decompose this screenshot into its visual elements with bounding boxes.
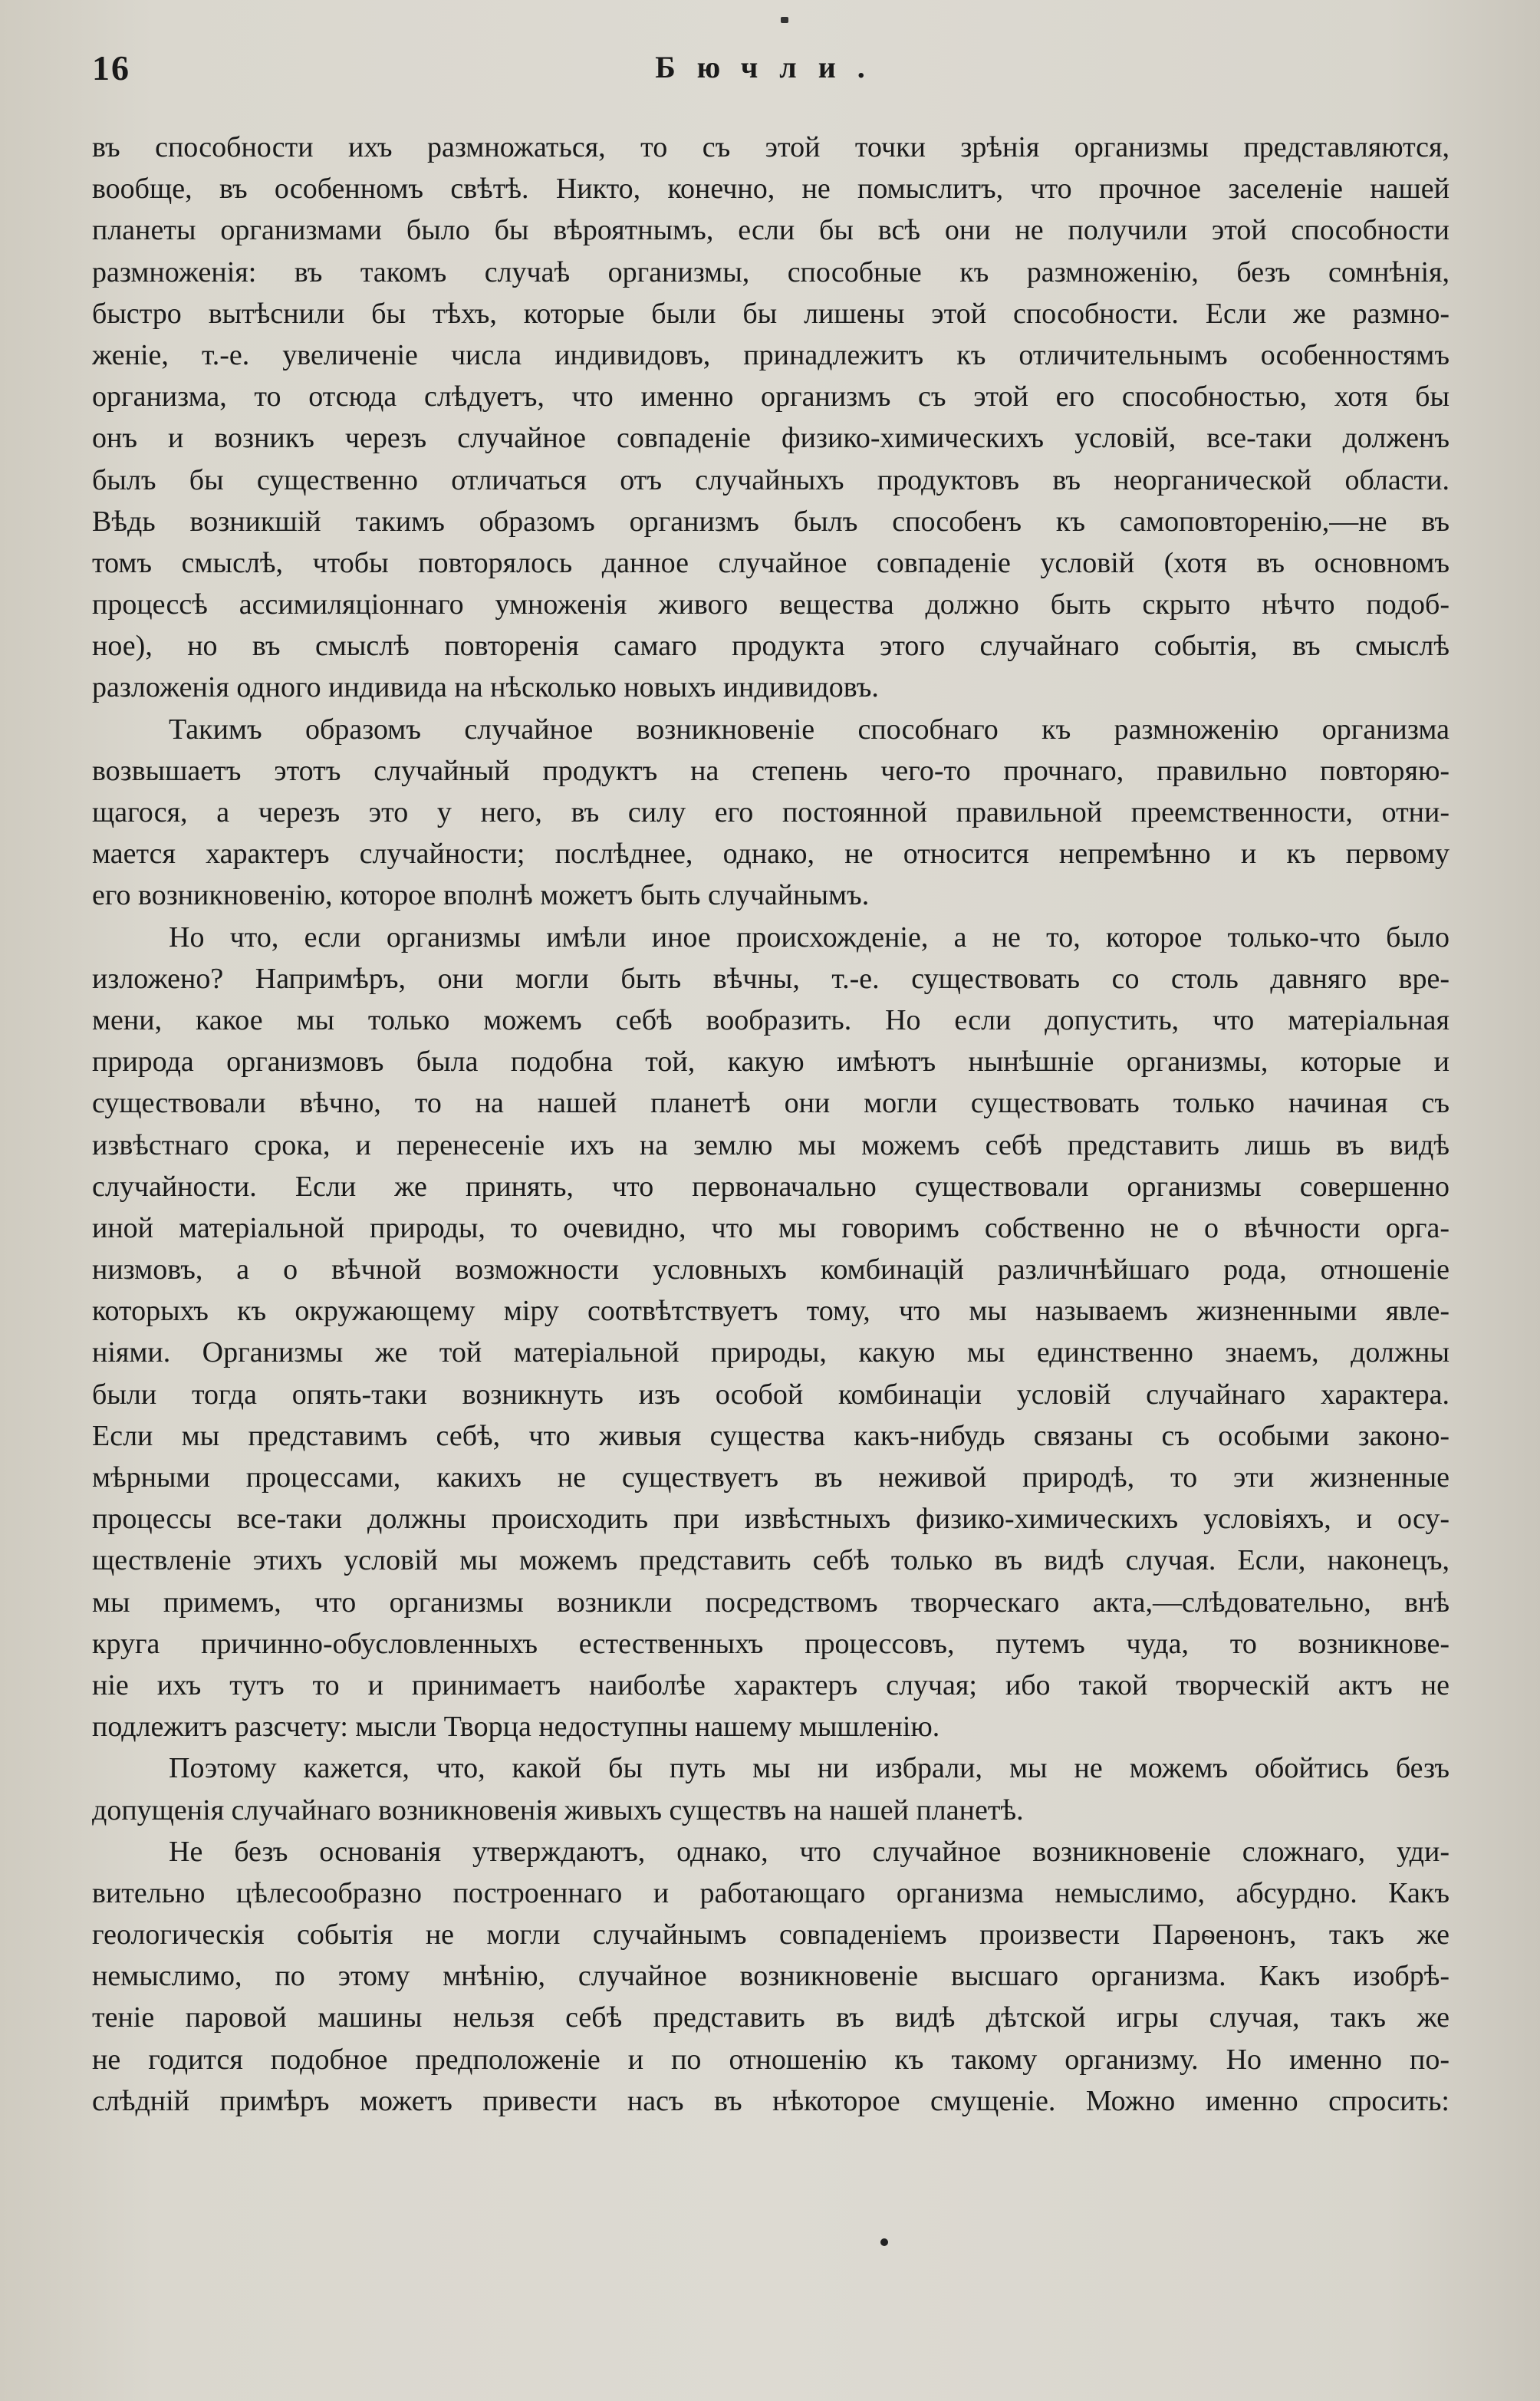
text-line: природа организмовъ была подобна той, какую имѣютъ нынѣшніе организмы, которые и <box>92 1046 1450 1079</box>
text-line: Если мы представимъ себѣ, что живыя существа какъ-нибудь связаны съ особыми законо- <box>92 1419 1450 1452</box>
text-line: щагося, а черезъ это у него, въ силу его постоянной правильной преемственности, отни- <box>92 796 1450 828</box>
text-line: женіе, т.-е. увеличеніе числа индивидовъ, принадлежитъ къ отличительнымъ особенностямъ <box>92 338 1450 371</box>
text-line: существовали вѣчно, то на нашей планетѣ они могли существовать только начиная съ <box>92 1087 1450 1120</box>
text-line: ное), но въ смыслѣ повторенія самаго продукта этого случайнаго событія, въ смыслѣ <box>92 630 1450 663</box>
paragraph-1 <box>92 127 1450 709</box>
paragraph-5 <box>92 1831 1450 2122</box>
text-line: ществленіе этихъ условій мы можемъ представить себѣ только въ видѣ случая. Если, наконецъ, <box>92 1544 1450 1577</box>
text-line: томъ смыслѣ, чтобы повторялось данное случайное совпаденіе условій (хотя въ основномъ <box>92 546 1450 579</box>
ink-speck-top <box>781 17 788 23</box>
text-line: мѣрными процессами, какихъ не существуетъ въ неживой природѣ, то эти жизненные <box>92 1461 1450 1494</box>
text-line: Такимъ образомъ случайное возникновеніе способнаго къ размноженію организма <box>169 713 1450 746</box>
text-line: мы примемъ, что организмы возникли посредствомъ творческаго акта,—слѣдовательно, внѣ <box>92 1586 1450 1619</box>
running-head: Бючли. <box>655 50 887 84</box>
page-header <box>92 48 1450 94</box>
text-line: которыхъ къ окружающему міру соотвѣтствуетъ тому, что мы называемъ жизненными явле- <box>92 1295 1450 1328</box>
text-line: случайности. Если же принять, что первоначально существовали организмы совершенно <box>92 1170 1450 1203</box>
ink-speck-bottom <box>880 2238 888 2246</box>
text-line: процессѣ ассимиляціоннаго умноженія живого вещества должно быть скрыто нѣчто подоб- <box>92 588 1450 621</box>
paragraph-3 <box>92 917 1450 1748</box>
text-line: Но что, если организмы имѣли иное происхожденіе, а не то, которое только-что было <box>169 921 1450 953</box>
text-line: мени, какое мы только можемъ себѣ вообразить. Но если допустить, что матеріальная <box>92 1003 1450 1036</box>
text-line: допущенія случайнаго возникновенія живыхъ существъ на нашей планетѣ. <box>92 1793 1024 1826</box>
text-line: иной матеріальной природы, то очевидно, что мы говоримъ собственно не о вѣчности орга- <box>92 1211 1450 1244</box>
text-line: вообще, въ особенномъ свѣтѣ. Никто, конечно, не помыслитъ, что прочное заселеніе нашей <box>92 173 1450 206</box>
text-line: извѣстнаго срока, и перенесеніе ихъ на землю мы можемъ себѣ представить лишь въ видѣ <box>92 1128 1450 1161</box>
text-line: его возникновенію, которое вполнѣ можетъ быть случайнымъ. <box>92 879 870 912</box>
body-text <box>92 127 1450 2122</box>
text-line: ніе ихъ тутъ то и принимаетъ наиболѣе характеръ случая; ибо такой творческій актъ не <box>92 1668 1450 1701</box>
text-line: низмовъ, а о вѣчной возможности условныхъ комбинацій различнѣйшаго рода, отношеніе <box>92 1253 1450 1286</box>
text-line: вительно цѣлесообразно построеннаго и работающаго организма немыслимо, абсурдно. Какъ <box>92 1876 1450 1909</box>
text-line: размноженія: въ такомъ случаѣ организмы, способные къ размноженію, безъ сомнѣнія, <box>92 255 1450 288</box>
text-line: возвышаетъ этотъ случайный продуктъ на степень чего-то прочнаго, правильно повторяю- <box>92 754 1450 787</box>
text-line: подлежитъ разсчету: мысли Творца недоступны нашему мышленію. <box>92 1711 940 1744</box>
text-line: немыслимо, по этому мнѣнію, случайное возникновеніе высшаго организма. Какъ изобрѣ- <box>92 1960 1450 1993</box>
text-line: планеты организмами было бы вѣроятнымъ, если бы всѣ они не получили этой способности <box>92 214 1450 247</box>
text-line: онъ и возникъ черезъ случайное совпаденіе физико-химическихъ условій, все-таки долженъ <box>92 422 1450 455</box>
text-line: Поэтому кажется, что, какой бы путь мы ни избрали, мы не можемъ обойтись безъ <box>169 1752 1450 1785</box>
paragraph-2 <box>92 709 1450 917</box>
text-line: въ способности ихъ размножаться, то съ этой точки зрѣнія организмы представляются, <box>92 131 1450 163</box>
text-line: слѣдній примѣръ можетъ привести насъ въ нѣкоторое смущеніе. Можно именно спросить: <box>92 2084 1450 2117</box>
text-line: изложено? Напримѣръ, они могли быть вѣчны, т.-е. существовать со столь давняго вре- <box>92 962 1450 995</box>
text-line: процессы все-таки должны происходить при извѣстныхъ физико-химическихъ условіяхъ, и осу- <box>92 1503 1450 1536</box>
text-line: Вѣдь возникшій такимъ образомъ организмъ былъ способенъ къ самоповторенію,—не въ <box>92 505 1450 538</box>
text-line: геологическія событія не могли случайнымъ совпаденіемъ произвести Парѳенонъ, такъ же <box>92 1918 1450 1951</box>
text-line: не годится подобное предположеніе и по отношенію къ такому организму. Но именно по- <box>92 2043 1450 2076</box>
text-line: организма, то отсюда слѣдуетъ, что именно организмъ съ этой его способностью, хотя бы <box>92 380 1450 413</box>
text-line: Не безъ основанія утверждаютъ, однако, что случайное возникновеніе сложнаго, уди- <box>169 1835 1450 1868</box>
text-line: быстро вытѣснили бы тѣхъ, которые были бы лишены этой способности. Если же размно- <box>92 297 1450 330</box>
text-line: теніе паровой машины нельзя себѣ представить въ видѣ дѣтской игры случая, такъ же <box>92 2001 1450 2034</box>
text-line: разложенія одного индивида на нѣсколько новыхъ индивидовъ. <box>92 671 879 704</box>
text-line: былъ бы существенно отличаться отъ случайныхъ продуктовъ въ неорганической области. <box>92 463 1450 496</box>
text-line: мается характеръ случайности; послѣднее, однако, не относится непремѣнно и къ первому <box>92 838 1450 871</box>
text-line: круга причинно-обусловленныхъ естественныхъ процессовъ, путемъ чуда, то возникнове- <box>92 1627 1450 1660</box>
text-line: были тогда опять-таки возникнуть изъ особой комбинаціи условій случайнаго характера. <box>92 1378 1450 1411</box>
paragraph-4 <box>92 1747 1450 1830</box>
text-line: ніями. Организмы же той матеріальной природы, какую мы единственно знаемъ, должны <box>92 1336 1450 1369</box>
page-number: 16 <box>92 48 130 87</box>
